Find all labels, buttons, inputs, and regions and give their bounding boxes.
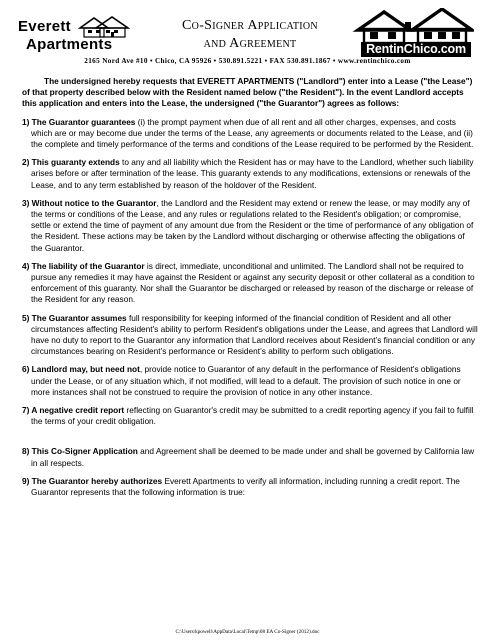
logo-left-line2: Apartments [26, 36, 113, 53]
title-line2: and Agreement [203, 36, 297, 51]
clause-lead: 9) The Guarantor hereby authorizes [22, 475, 163, 486]
clause-7 [22, 405, 478, 427]
clause-text: , provide notice to Guarantor of any default in the performance of Resident's obligations under the Lease, or of any situation which, if not modified, will lead to a default. The provision of such notice in one or more instances shall not be construed to require the provision of notice in any other instance. [31, 364, 461, 397]
clause-lead: 6) Landlord may, but need not [22, 364, 140, 375]
intro-paragraph: The undersigned hereby requests that EVERETT APARTMENTS ("Landlord") enter into a Lease ("the Lease") of that property described below with the Resident named below ("the Resident"). In the event Landlord accepts this application and enters into the Lease, the undersigned ("the Guarantor") agrees as follows: [22, 76, 473, 109]
clause-text: is direct, immediate, unconditional and unlimited. The Landlord shall not be required to pursue any remedies it may have against the Resident or against any security deposit or other collateral as a condition to enforcement of this guaranty. Nor shall the Guarantor be discharged or released by reason of the discharge or release of the Resident for any reason. [31, 260, 475, 305]
clause-text: (i) the prompt payment when due of all rent and all other charges, expenses, and costs which are or may become due under the terms of the Lease, any agreements or documents related to the Lease, and (ii) the complete and timely performance of the terms and conditions of the Lease required to be performed by the Resident. [31, 116, 474, 150]
clause-3 [22, 198, 478, 254]
everett-apartments-logo [18, 16, 130, 56]
page-title [150, 17, 350, 53]
clause-6 [22, 364, 478, 398]
clause-2 [22, 157, 478, 191]
clause-5 [22, 313, 478, 358]
clause-lead: 1) The Guarantor guarantees [22, 116, 136, 127]
clause-1 [22, 117, 478, 151]
logo-right-banner: RentinChico.com [361, 42, 471, 57]
address-line: 2165 Nord Ave #10 • Chico, CA 95926 • 530.891.5221 • FAX 530.891.1867 • www.rentinchico.com [84, 57, 411, 65]
agreement-body [22, 76, 478, 505]
clause-text: and Agreement shall be deemed to be made under and shall be governed by California law in all respects. [31, 446, 475, 468]
clause-lead: 4) The liability of the Guarantor [22, 260, 145, 271]
clause-9 [22, 476, 478, 498]
clause-text: full responsibility for keeping informed of the financial condition of Resident and all other circumstances affecting Resident's ability to perform Resident's obligations under the Lease, and agrees that Landlord will have no duty to report to the Guarantor any information that Landlord receives about Resident’s financial condition or any circumstances bearing on Resident’s performance or Resident’s ability to perform such obligations. [31, 312, 478, 357]
spacer [22, 434, 478, 446]
clause-text: Everett Apartments to verify all information, including running a credit report. The Guarantor represents that the following information is true: [31, 475, 460, 498]
clause-text: , the Landlord and the Resident may extend or renew the lease, or may modify any of the terms or conditions of the Lease, and any rules or regulations related to the Resident's obligation; or compromise, settle or extend the time of payment of any amount due from the Resident or the time of performance of any obligation of the Resident. These actions may be taken by the Landlord without discharging or otherwise affecting the obligations of the Guarantor. [31, 197, 474, 253]
clause-lead: 2) This guaranty extends [22, 157, 120, 168]
logo-left-line1: Everett [18, 18, 71, 35]
house-icon [78, 16, 130, 38]
clause-text: reflecting on Guarantor's credit may be submitted to a credit reporting agency if you fail to fulfill the terms of your credit obligation. [31, 405, 474, 427]
clause-text: to any and all liability which the Resident has or may have to the Landlord, whether such liability arises before or after termination of the lease. This guaranty extends to any modifications, extensions or renewals of the Lease, and to any term established by reason of the holdover of the Resident. [31, 157, 474, 190]
clause-lead: 3) Without notice to the Guarantor [22, 197, 157, 208]
clause-lead: 8) This Co-Signer Application [22, 446, 138, 457]
rentinchico-logo [352, 8, 474, 60]
file-path-footer: C:\Users\kpowell\AppData\Local\Temp\08 EA Co-Signer (2012).doc [175, 629, 320, 635]
clause-lead: 5) The Guarantor assumes [22, 312, 127, 323]
title-line1: Co-Signer Application [182, 18, 318, 33]
clause-4 [22, 261, 478, 306]
clause-8 [22, 446, 478, 468]
clause-lead: 7) A negative credit report [22, 405, 125, 416]
